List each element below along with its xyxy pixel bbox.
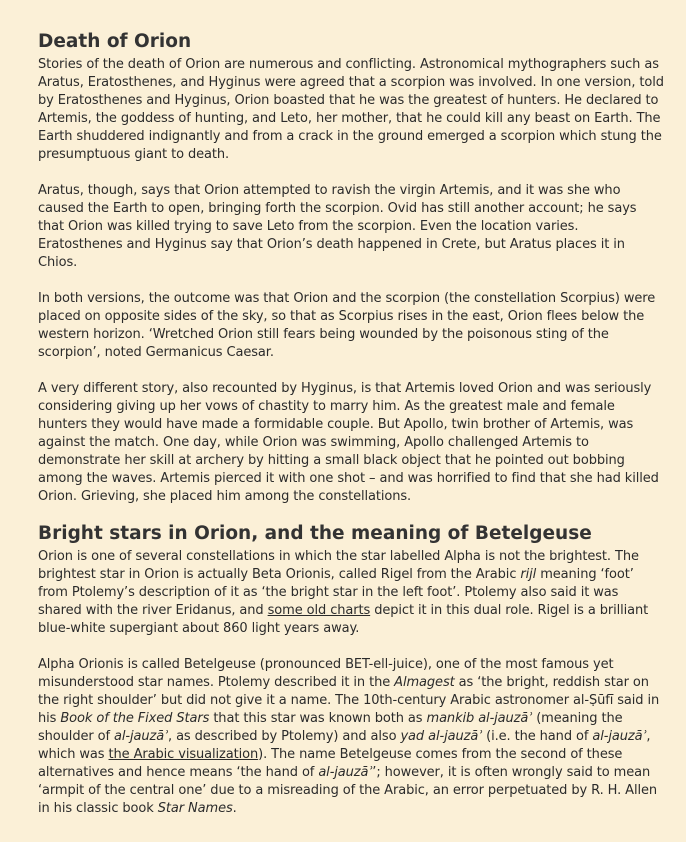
text: that this star was known both as [209, 711, 427, 726]
text: ). The name Betelgeuse comes from the second of these alternatives and hence means ‘the hand of [38, 747, 623, 780]
italic-term: Almagest [394, 675, 455, 690]
italic-term: Book of the Fixed Stars [60, 711, 210, 726]
italic-term: al-jauzāʾ [114, 729, 168, 744]
italic-term: mankib al-jauzāʾ [426, 711, 533, 726]
italic-term: Star Names [157, 801, 233, 816]
paragraph: Aratus, though, says that Orion attempted to ravish the virgin Artemis, and it was she who caused the Earth to open, bringing forth the scorpion. Ovid has still another account; he says that Orion was killed trying to save Leto from the scorpion. Even the location varies. Eratosthenes and Hyginus say that Orion’s death happened in Crete, but Aratus places it in Chios. [38, 183, 637, 270]
text: as ‘the bright, reddish star on the right shoulder’ but did not give it a name. The 10th-century Arabic astronomer al-Ṣūfī said in his [38, 675, 660, 726]
old-charts-link[interactable]: some old charts [267, 603, 371, 618]
italic-term: al-jauzāʾ [318, 765, 373, 780]
paragraph: In both versions, the outcome was that Orion and the scorpion (the constellation Scorpius) were placed on opposite sides of the sky, so that as Scorpius rises in the east, Orion flees below the western horizon. ‘Wretched Orion still fears being wounded by the poisonous sting of the scorpion’, noted Germanicus Caesar. [38, 291, 656, 360]
text: depict it in this dual role. Rigel is a brilliant blue-white supergiant about 860 light years away. [38, 603, 649, 636]
section-heading-bright-stars: Bright stars in Orion, and the meaning of Betelgeuse [38, 523, 592, 544]
text: . [232, 801, 237, 816]
italic-term: al-jauzāʾ [592, 729, 647, 744]
italic-term: yad al-jauzāʾ [400, 729, 483, 744]
paragraph: Stories of the death of Orion are numerous and conflicting. Astronomical mythographers such as Aratus, Eratosthenes, and Hyginus were agreed that a scorpion was involved. In one version, told by Eratosthenes and Hyginus, Orion boasted that he was the greatest of hunters. He declared to Artemis, the goddess of hunting, and Leto, her mother, that he could kill any beast on Earth. The Earth shuddered indignantly and from a crack in the ground emerged a scorpion which stung the presumptuous giant to death. [38, 57, 664, 162]
arabic-visualization-link[interactable]: the Arabic visualization [108, 747, 259, 762]
paragraph-betelgeuse [38, 656, 666, 818]
text: , as described by Ptolemy) and also [168, 729, 401, 744]
text: ’; however, it is often wrongly said to mean ‘armpit of the central one’ due to a misreading of the Arabic, an error perpetuated by R. H. Allen in his classic book [38, 765, 658, 816]
italic-term: rijl [520, 567, 537, 582]
text: meaning ‘foot’ from Ptolemy’s description of it as ‘the bright star in the left foot’. Ptolemy also said it was shared with the river Eridanus, and [38, 567, 634, 618]
text: , which was [38, 729, 651, 762]
paragraph: A very different story, also recounted by Hyginus, is that Artemis loved Orion and was seriously considering giving up her vows of chastity to marry him. As the greatest male and female hunters they would have made a formidable couple. But Apollo, twin brother of Artemis, was against the match. One day, while Orion was swimming, Apollo challenged Artemis to demonstrate her skill at archery by hitting a small black object that he pointed out bobbing among the waves. Artemis pierced it with one shot – and was horrified to find that she had killed Orion. Grieving, she placed him among the constellations. [38, 381, 659, 504]
text: Orion is one of several constellations in which the star labelled Alpha is not the brightest. The brightest star in Orion is actually Beta Orionis, called Rigel from the Arabic [38, 549, 639, 582]
text: (meaning the shoulder of [38, 711, 623, 744]
paragraph-rigel [38, 548, 666, 638]
section-heading-death-of-orion: Death of Orion [38, 31, 192, 52]
text: Alpha Orionis is called Betelgeuse (pronounced BET-ell-juice), one of the most famous yet misunderstood star names. Ptolemy described it in the [38, 657, 614, 690]
text: (i.e. the hand of [482, 729, 593, 744]
